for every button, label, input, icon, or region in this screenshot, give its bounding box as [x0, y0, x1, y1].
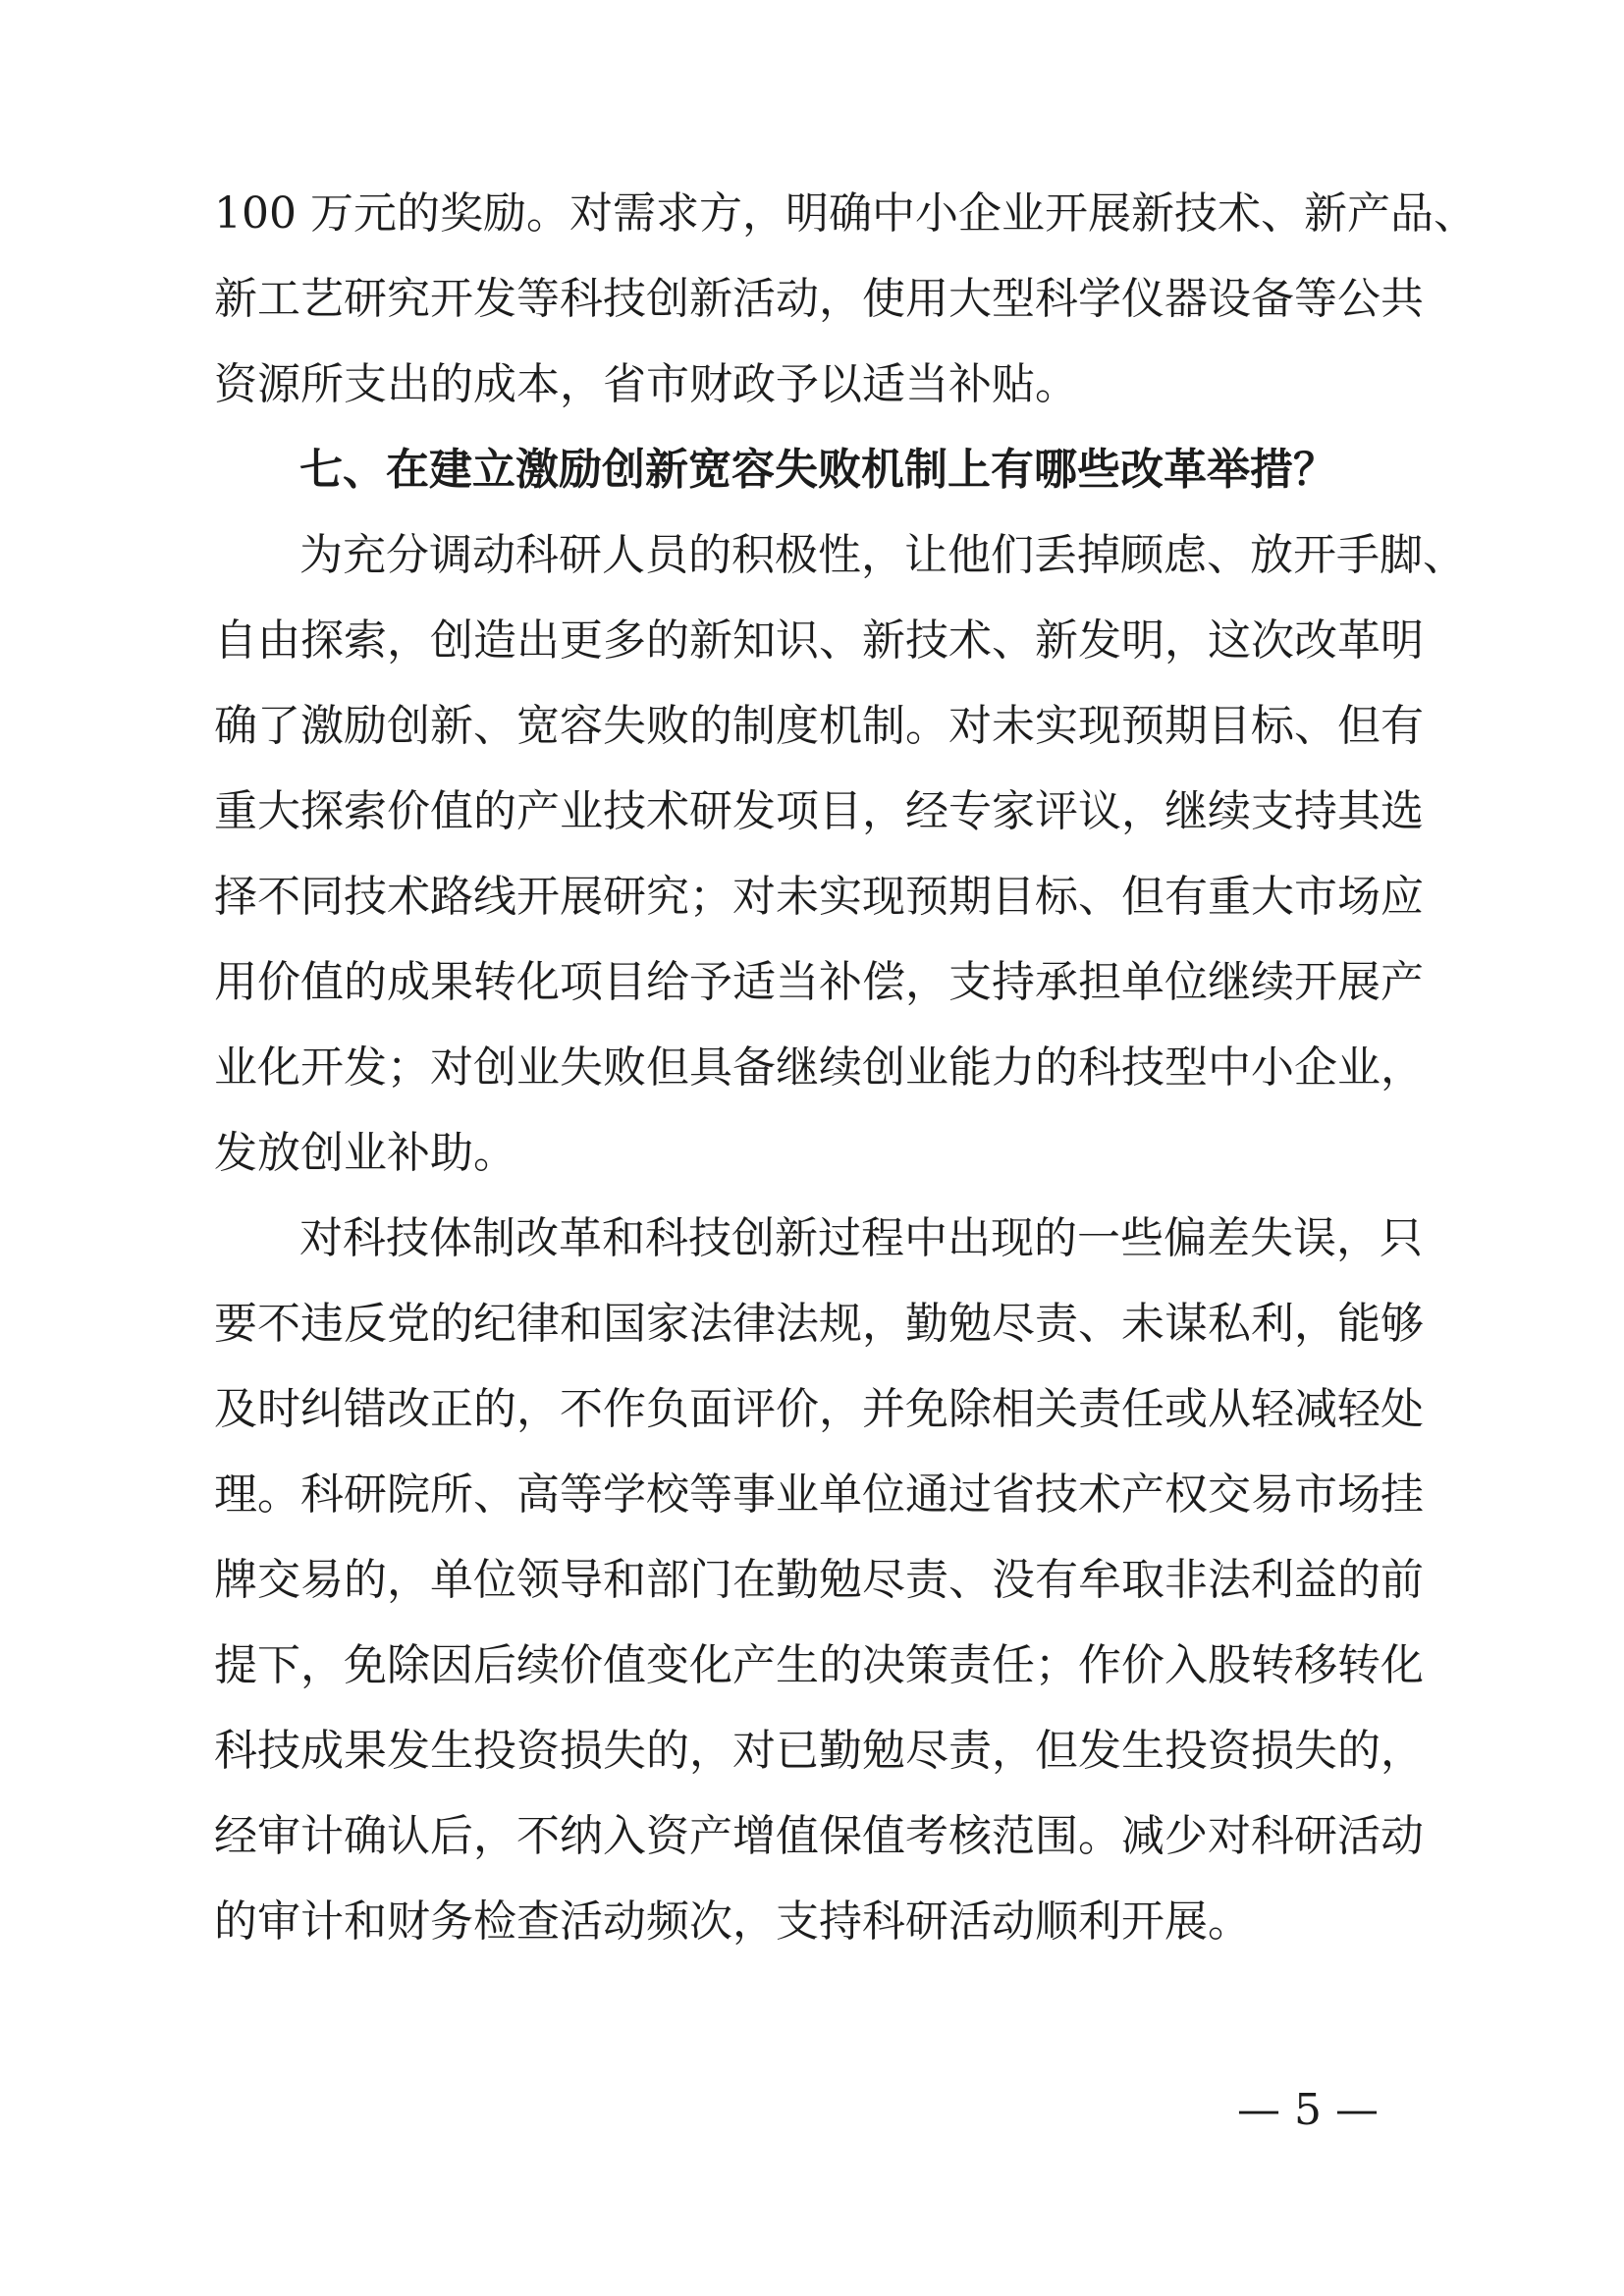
text-line: 科技成果发生投资损失的，对已勤勉尽责，但发生投资损失的， [214, 1726, 1424, 1776]
text-line: 用价值的成果转化项目给予适当补偿，支持承担单位继续开展产 [214, 957, 1424, 1007]
text-line: 为充分调动科研人员的积极性，让他们丢掉顾虑、放开手脚、 [299, 530, 1466, 580]
page-number: — 5 — [1237, 2085, 1379, 2135]
text-line: 的审计和财务检查活动频次，支持科研活动顺利开展。 [214, 1896, 1251, 1947]
text-line: 重大探索价值的产业技术研发项目，经专家评议，继续支持其选 [214, 786, 1424, 836]
text-line: 及时纠错改正的，不作负面评价，并免除相关责任或从轻减轻处 [214, 1384, 1424, 1434]
section-heading: 七、在建立激励创新宽容失败机制上有哪些改革举措？ [299, 445, 1336, 495]
text-line: 要不违反党的纪律和国家法律法规，勤勉尽责、未谋私利，能够 [214, 1299, 1424, 1349]
text-line: 牌交易的，单位领导和部门在勤勉尽责、没有牟取非法利益的前 [214, 1555, 1424, 1605]
text-line: 100 万元的奖励。对需求方，明确中小企业开展新技术、新产品、 [214, 188, 1477, 239]
text-line: 新工艺研究开发等科技创新活动，使用大型科学仪器设备等公共 [214, 274, 1424, 324]
text-line: 自由探索，创造出更多的新知识、新技术、新发明，这次改革明 [214, 615, 1424, 666]
text-line: 理。科研院所、高等学校等事业单位通过省技术产权交易市场挂 [214, 1469, 1424, 1520]
text-line: 确了激励创新、宽容失败的制度机制。对未实现预期目标、但有 [214, 701, 1424, 751]
text-line: 对科技体制改革和科技创新过程中出现的一些偏差失误，只 [299, 1213, 1423, 1263]
text-line: 经审计确认后，不纳入资产增值保值考核范围。减少对科研活动 [214, 1811, 1424, 1861]
text-line: 资源所支出的成本，省市财政予以适当补贴。 [214, 359, 1078, 409]
text-line: 业化开发；对创业失败但具备继续创业能力的科技型中小企业， [214, 1042, 1424, 1093]
text-line: 发放创业补助。 [214, 1128, 516, 1178]
text-line: 提下，免除因后续价值变化产生的决策责任；作价入股转移转化 [214, 1640, 1424, 1690]
text-line: 择不同技术路线开展研究；对未实现预期目标、但有重大市场应 [214, 872, 1424, 922]
